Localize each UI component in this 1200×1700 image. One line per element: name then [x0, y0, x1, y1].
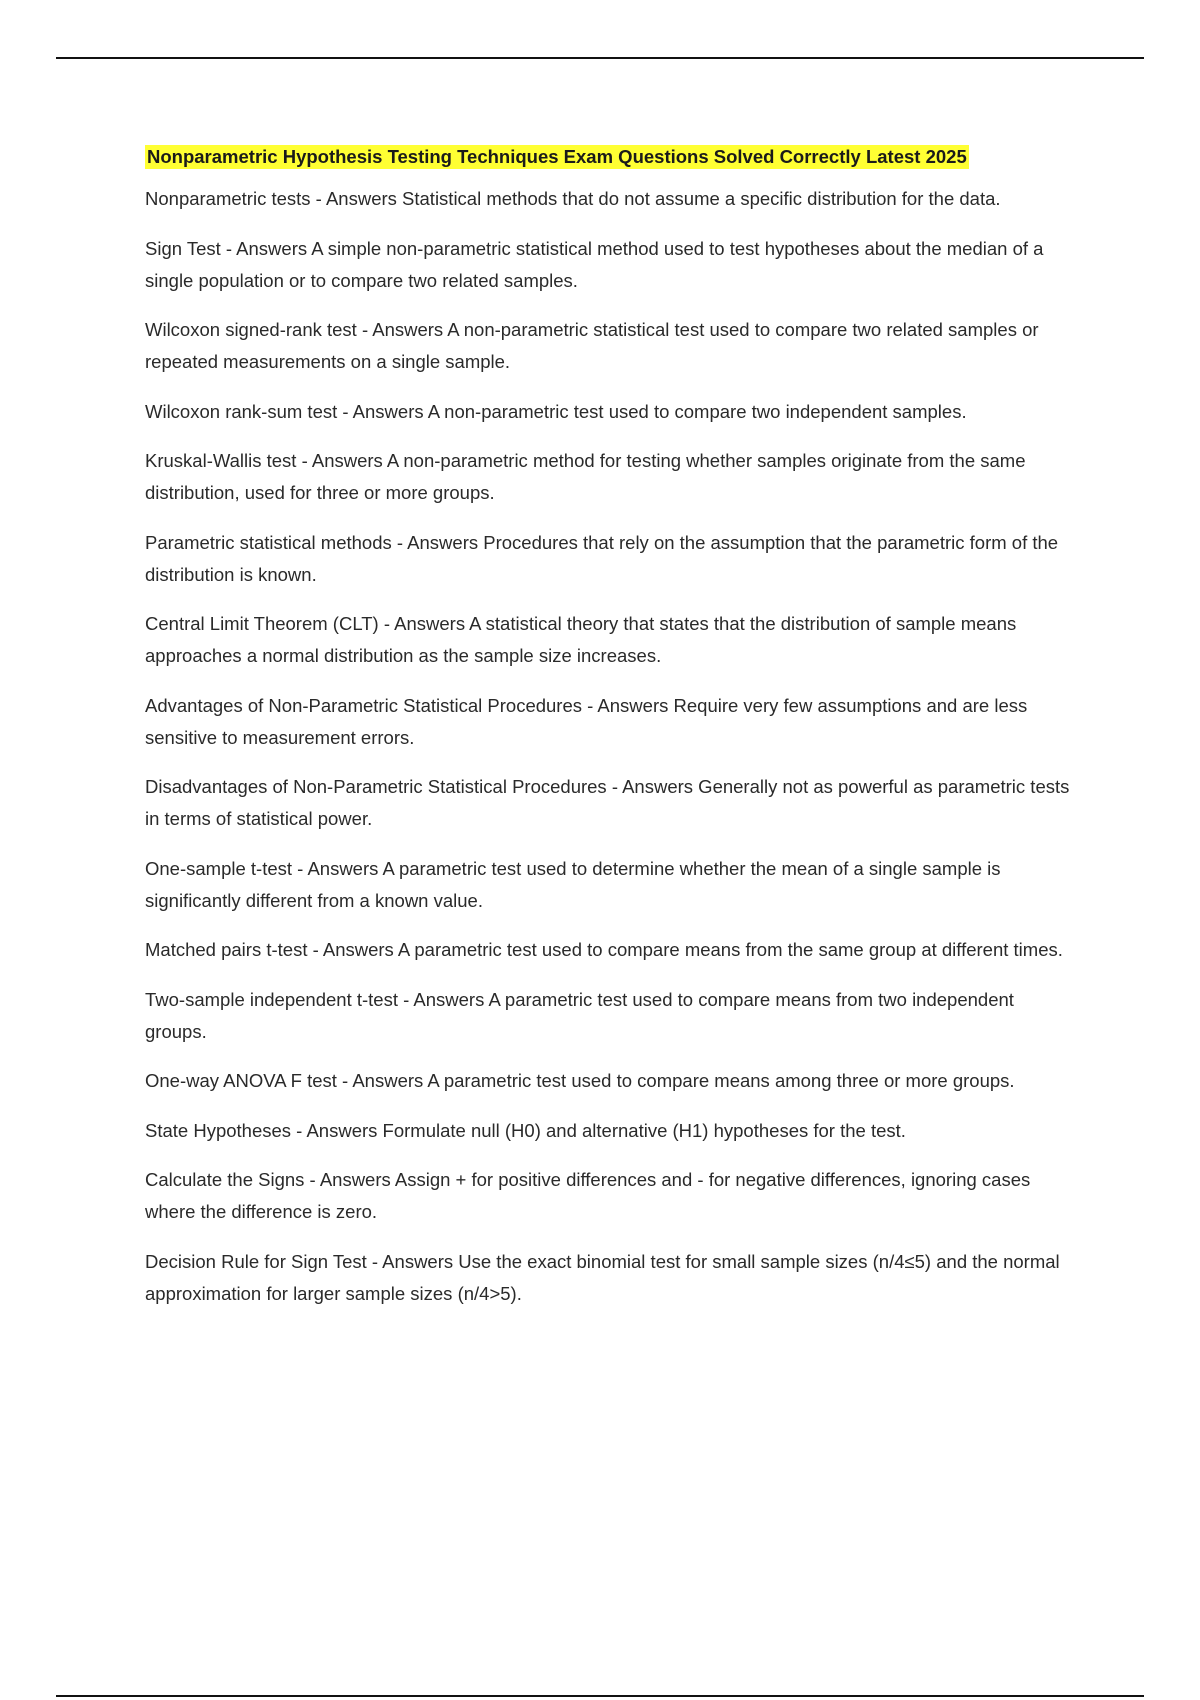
qa-item: Advantages of Non-Parametric Statistical Procedures - Answers Require very few assumptions and are less sensitive to measurement errors. — [145, 694, 1028, 748]
qa-item: Decision Rule for Sign Test - Answers Use the exact binomial test for small sample sizes (n/4≤5) and the normal approximation for larger sample sizes (n/4>5). — [145, 1250, 1060, 1304]
qa-item: Matched pairs t-test - Answers A parametric test used to compare means from the same group at different times. — [145, 939, 1063, 960]
qa-item: State Hypotheses - Answers Formulate null (H0) and alternative (H1) hypotheses for the test. — [145, 1119, 906, 1141]
qa-item: One-way ANOVA F test - Answers A parametric test used to compare means among three or more groups. — [145, 1070, 1015, 1091]
qa-item: Calculate the Signs - Answers Assign + for positive differences and - for negative differences, ignoring cases where the difference is zero. — [145, 1169, 1031, 1222]
qa-item: Two-sample independent t-test - Answers A parametric test used to compare means from two independent groups. — [145, 988, 1014, 1042]
qa-item: Parametric statistical methods - Answers Procedures that rely on the assumption that the parametric form of the distribution is known. — [145, 531, 1059, 585]
qa-item: Kruskal-Wallis test - Answers A non-parametric method for testing whether samples originate from the same distribution, used for three or more groups. — [145, 450, 1026, 503]
header-rule — [56, 57, 1144, 59]
footer-rule — [56, 1695, 1144, 1697]
qa-item: Wilcoxon signed-rank test - Answers A non-parametric statistical test used to compare two related samples or repeated measurements on a single sample. — [145, 319, 1039, 372]
qa-item: Central Limit Theorem (CLT) - Answers A statistical theory that states that the distribution of sample means approaches a normal distribution as the sample size increases. — [145, 613, 1017, 666]
qa-item: Disadvantages of Non-Parametric Statistical Procedures - Answers Generally not as powerful as parametric tests in terms of statistical power. — [145, 776, 1070, 829]
document-body — [145, 145, 1075, 1327]
qa-item: Sign Test - Answers A simple non-parametric statistical method used to test hypotheses about the median of a single population or to compare two related samples. — [145, 237, 1044, 291]
document-title: Nonparametric Hypothesis Testing Techniques Exam Questions Solved Correctly Latest 2025 — [147, 146, 967, 167]
qa-item: Nonparametric tests - Answers Statistical methods that do not assume a specific distribution for the data. — [145, 188, 1001, 209]
qa-item: One-sample t-test - Answers A parametric test used to determine whether the mean of a single sample is significantly different from a known value. — [145, 857, 1001, 911]
qa-item: Wilcoxon rank-sum test - Answers A non-parametric test used to compare two independent samples. — [145, 400, 967, 422]
